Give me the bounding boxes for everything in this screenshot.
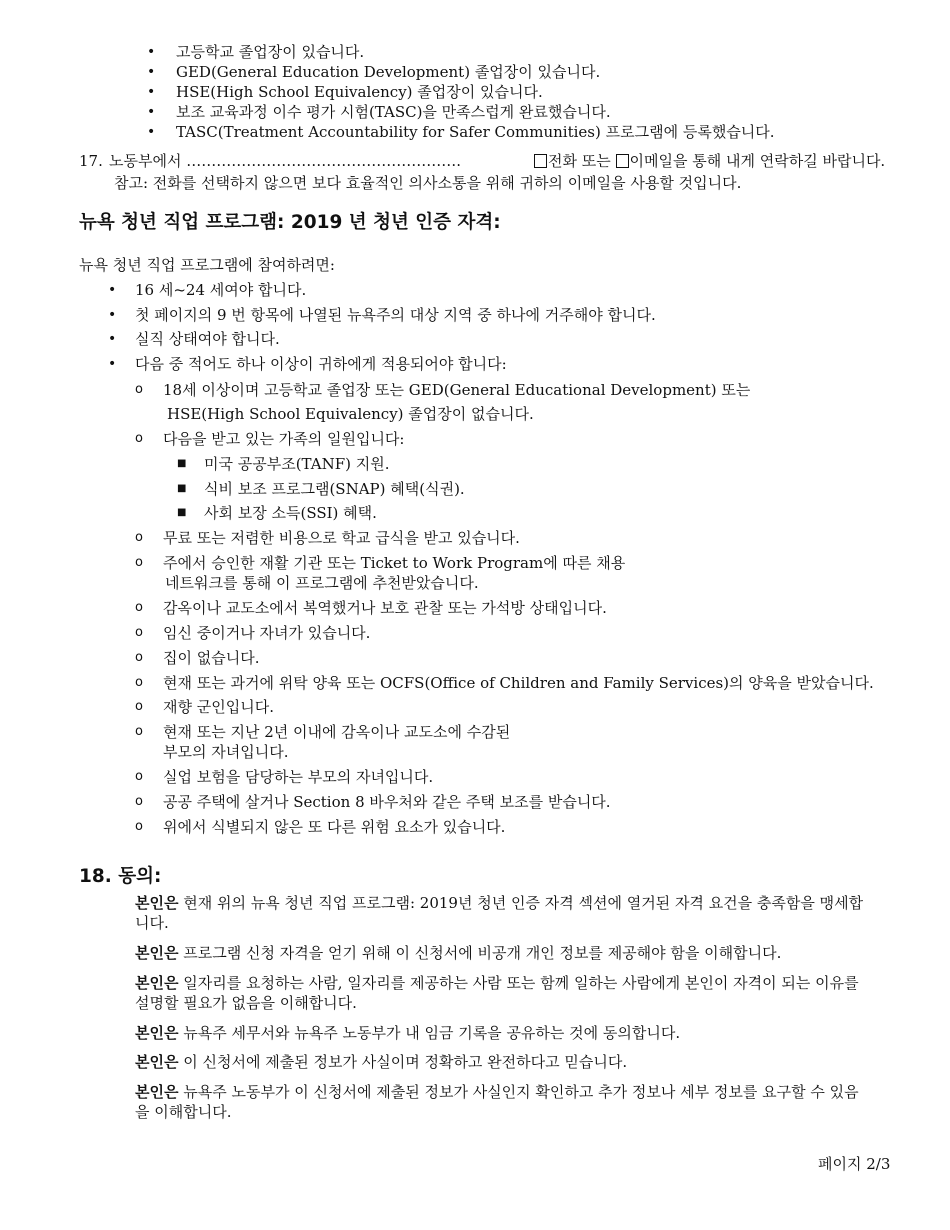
question-number: 17. bbox=[79, 152, 103, 170]
list-item: 미국 공공부조(TANF) 지원. bbox=[204, 455, 390, 473]
consent-lead: 본인은 bbox=[135, 944, 179, 962]
list-item-continued: HSE(High School Equivalency) 졸업장이 없습니다. bbox=[167, 405, 534, 423]
list-item: 현재 또는 과거에 위탁 양육 또는 OCFS(Office of Children and Family Services)의 양육을 받았습니다. bbox=[163, 674, 874, 692]
square-bullet-icon: ■ bbox=[177, 507, 187, 518]
list-item: 실직 상태여야 합니다. bbox=[135, 330, 280, 348]
section-title: 뉴욕 청년 직업 프로그램: 2019 년 청년 인증 자격: bbox=[79, 212, 501, 233]
list-item: HSE(High School Equivalency) 졸업장이 있습니다. bbox=[176, 83, 543, 101]
list-item: 집이 없습니다. bbox=[163, 649, 260, 667]
list-item: 감옥이나 교도소에서 복역했거나 보호 관찰 또는 가석방 상태입니다. bbox=[163, 599, 607, 617]
list-item-continued: 네트워크를 통해 이 프로그램에 추천받았습니다. bbox=[165, 574, 479, 592]
list-item: 첫 페이지의 9 번 항목에 나열된 뉴욕주의 대상 지역 중 하나에 거주해야 합니다. bbox=[135, 306, 656, 324]
list-item: 공공 주택에 살거나 Section 8 바우처와 같은 주택 보조를 받습니다. bbox=[163, 793, 611, 811]
circle-bullet-icon: o bbox=[135, 555, 143, 570]
circle-bullet-icon: o bbox=[135, 724, 143, 739]
list-item: 임신 중이거나 자녀가 있습니다. bbox=[163, 624, 371, 642]
square-bullet-icon: ■ bbox=[177, 483, 187, 494]
circle-bullet-icon: o bbox=[135, 675, 143, 690]
note-text: 참고: 전화를 선택하지 않으면 보다 효율적인 의사소통을 위해 귀하의 이메일을 사용할 것입니다. bbox=[114, 174, 742, 192]
circle-bullet-icon: o bbox=[135, 382, 143, 397]
list-item: 실업 보험을 담당하는 부모의 자녀입니다. bbox=[163, 768, 434, 786]
circle-bullet-icon: o bbox=[135, 794, 143, 809]
square-bullet-icon: ■ bbox=[177, 458, 187, 469]
consent-lead: 본인은 bbox=[135, 894, 179, 912]
consent-statement: 본인은 일자리를 요청하는 사람, 일자리를 제공하는 사람 또는 함께 일하는 사람에게 본인이 자격이 되는 이유를 설명할 필요가 없음을 이해합니다. bbox=[135, 974, 859, 1012]
list-item: 무료 또는 저렴한 비용으로 학교 급식을 받고 있습니다. bbox=[163, 529, 520, 547]
consent-lead: 본인은 bbox=[135, 974, 179, 992]
list-item: 다음을 받고 있는 가족의 일원입니다: bbox=[163, 430, 405, 448]
list-item: 현재 또는 지난 2년 이내에 감옥이나 교도소에 수감된 bbox=[163, 723, 511, 741]
consent-statement: 본인은 프로그램 신청 자격을 얻기 위해 이 신청서에 비공개 개인 정보를 제공해야 함을 이해합니다. bbox=[135, 944, 782, 962]
consent-statement: 본인은 이 신청서에 제출된 정보가 사실이며 정확하고 완전하다고 믿습니다. bbox=[135, 1053, 628, 1071]
list-item: 주에서 승인한 재활 기관 또는 Ticket to Work Program에 따른 채용 bbox=[163, 554, 626, 572]
list-item: 16 세~24 세여야 합니다. bbox=[135, 281, 307, 299]
consent-title: 18. 동의: bbox=[79, 866, 162, 887]
circle-bullet-icon: o bbox=[135, 431, 143, 446]
email-checkbox[interactable] bbox=[616, 154, 629, 168]
bullet-icon: • bbox=[147, 104, 156, 120]
list-item: 식비 보조 프로그램(SNAP) 혜택(식권). bbox=[204, 480, 465, 498]
circle-bullet-icon: o bbox=[135, 699, 143, 714]
list-item: 다음 중 적어도 하나 이상이 귀하에게 적용되어야 합니다: bbox=[135, 355, 507, 373]
list-item: 재향 군인입니다. bbox=[163, 698, 274, 716]
bullet-icon: • bbox=[108, 356, 117, 372]
phone-option-label: 전화 또는 bbox=[548, 152, 611, 170]
bullet-icon: • bbox=[147, 124, 156, 140]
list-item: 보조 교육과정 이수 평가 시험(TASC)을 만족스럽게 완료했습니다. bbox=[176, 103, 611, 121]
list-item: 고등학교 졸업장이 있습니다. bbox=[176, 43, 365, 61]
list-item: TASC(Treatment Accountability for Safer Communities) 프로그램에 등록했습니다. bbox=[176, 123, 775, 141]
email-option-label: 이메일을 통해 내게 연락하길 바랍니다. bbox=[629, 152, 886, 170]
consent-statement: 본인은 뉴욕주 세무서와 뉴욕주 노동부가 내 임금 기록을 공유하는 것에 동의합니다. bbox=[135, 1024, 681, 1042]
bullet-icon: • bbox=[147, 64, 156, 80]
bullet-icon: • bbox=[108, 282, 117, 298]
list-item: 사회 보장 소득(SSI) 혜택. bbox=[204, 504, 377, 522]
consent-lead: 본인은 bbox=[135, 1053, 179, 1071]
page-number: 페이지 2/3 bbox=[818, 1155, 891, 1173]
circle-bullet-icon: o bbox=[135, 819, 143, 834]
contact-preference bbox=[534, 151, 885, 171]
question-label: 노동부에서 ………………………………………………. bbox=[109, 152, 461, 170]
phone-checkbox[interactable] bbox=[534, 154, 547, 168]
circle-bullet-icon: o bbox=[135, 530, 143, 545]
intro-text: 뉴욕 청년 직업 프로그램에 참여하려면: bbox=[79, 256, 335, 274]
bullet-icon: • bbox=[108, 307, 117, 323]
list-item: 위에서 식별되지 않은 또 다른 위험 요소가 있습니다. bbox=[163, 818, 506, 836]
consent-lead: 본인은 bbox=[135, 1024, 179, 1042]
circle-bullet-icon: o bbox=[135, 625, 143, 640]
circle-bullet-icon: o bbox=[135, 600, 143, 615]
consent-lead: 본인은 bbox=[135, 1083, 179, 1101]
consent-statement: 본인은 뉴욕주 노동부가 이 신청서에 제출된 정보가 사실인지 확인하고 추가 정보나 세부 정보를 요구할 수 있음을 이해합니다. bbox=[135, 1083, 859, 1121]
bullet-icon: • bbox=[147, 44, 156, 60]
circle-bullet-icon: o bbox=[135, 769, 143, 784]
list-item: GED(General Education Development) 졸업장이 있습니다. bbox=[176, 63, 601, 81]
bullet-icon: • bbox=[108, 331, 117, 347]
bullet-icon: • bbox=[147, 84, 156, 100]
list-item-continued: 부모의 자녀입니다. bbox=[163, 743, 289, 761]
list-item: 18세 이상이며 고등학교 졸업장 또는 GED(General Educational Development) 또는 bbox=[163, 381, 751, 399]
circle-bullet-icon: o bbox=[135, 650, 143, 665]
consent-statement: 본인은 현재 위의 뉴욕 청년 직업 프로그램: 2019년 청년 인증 자격 섹션에 열거된 자격 요건을 충족함을 맹세합니다. bbox=[135, 894, 864, 932]
